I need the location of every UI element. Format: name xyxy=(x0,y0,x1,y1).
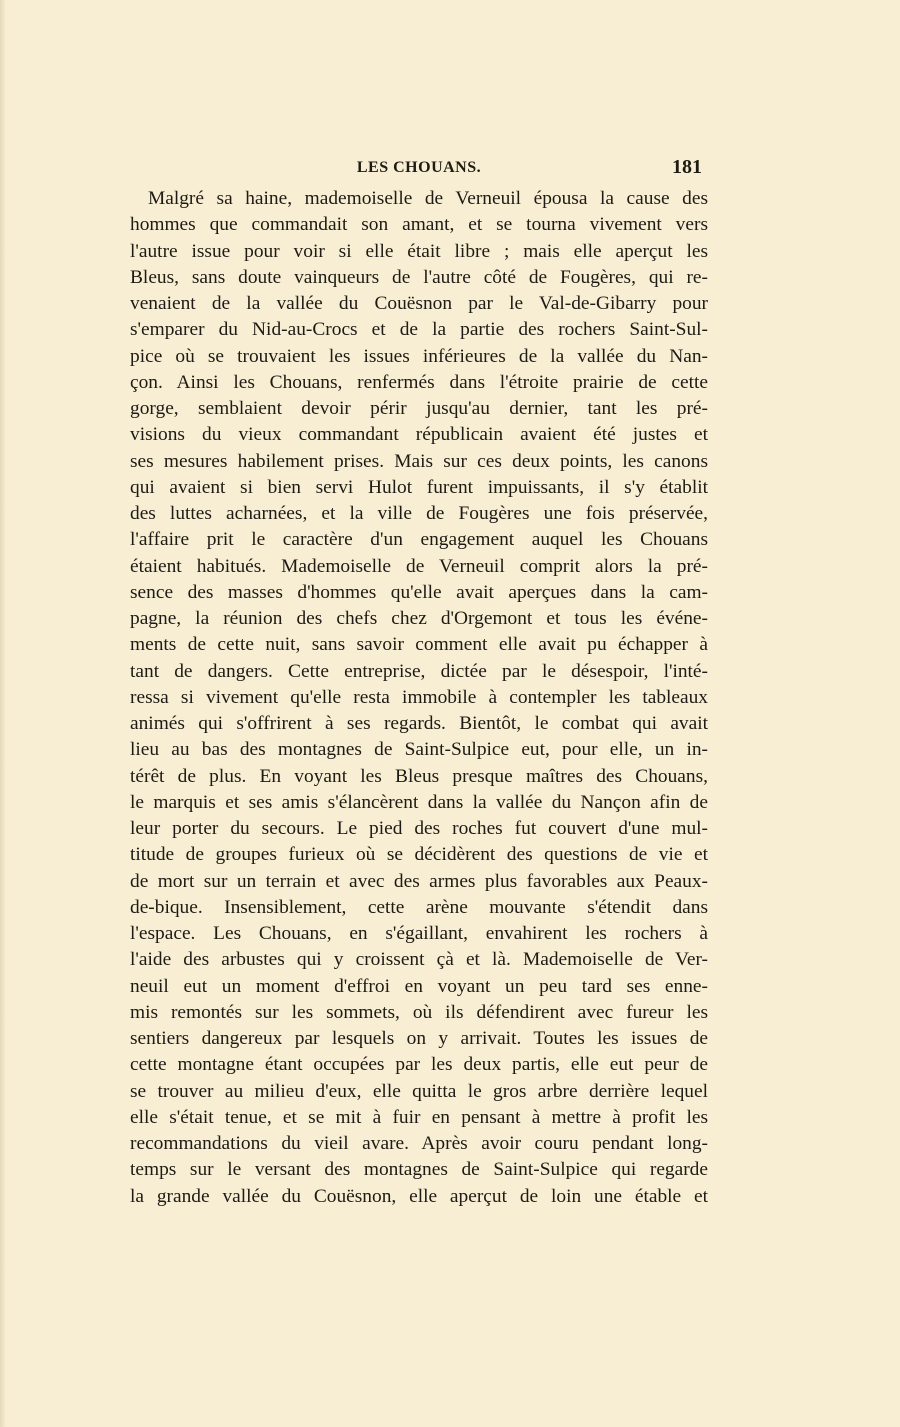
text-line: l'aide des arbustes qui y croissent çà et là. Mademoiselle de Ver- xyxy=(130,949,708,971)
text-line: tant de dangers. Cette entreprise, dictée par le désespoir, l'inté- xyxy=(130,660,708,682)
text-line: ressa si vivement qu'elle resta immobile à contempler les tableaux xyxy=(130,686,708,708)
text-line: Bleus, sans doute vainqueurs de l'autre côté de Fougères, qui re- xyxy=(130,266,708,288)
text-line: visions du vieux commandant républicain avaient été justes et xyxy=(130,424,708,446)
text-line: recommandations du vieil avare. Après avoir couru pendant long- xyxy=(130,1133,708,1154)
text-line: çon. Ainsi les Chouans, renfermés dans l'étroite prairie de cette xyxy=(130,371,708,393)
text-line: l'espace. Les Chouans, en s'égaillant, envahirent les rochers à xyxy=(130,923,708,944)
text-line: l'autre issue pour voir si elle était libre ; mais elle aperçut les xyxy=(130,240,708,262)
text-line: des luttes acharnées, et la ville de Fougères une fois préservée, xyxy=(130,503,708,524)
text-line: hommes que commandait son amant, et se tourna vivement vers xyxy=(130,214,708,236)
text-line: neuil eut un moment d'effroi en voyant un peu tard ses enne- xyxy=(130,975,708,997)
text-line: pagne, la réunion des chefs chez d'Orgemont et tous les événe- xyxy=(130,608,708,629)
text-line: ses mesures habilement prises. Mais sur ces deux points, les canons xyxy=(130,450,708,472)
page-number: 181 xyxy=(672,156,702,178)
text-line: qui avaient si bien servi Hulot furent impuissants, il s'y établit xyxy=(130,476,708,498)
text-line: térêt de plus. En voyant les Bleus presque maîtres des Chouans, xyxy=(130,765,708,787)
text-line: la grande vallée du Couësnon, elle aperçut de loin une étable et xyxy=(130,1185,708,1207)
text-line: ments de cette nuit, sans savoir comment elle avait pu échapper à xyxy=(130,634,708,656)
text-line: s'emparer du Nid-au-Crocs et de la partie des rochers Saint-Sul- xyxy=(130,319,708,341)
text-line: gorge, semblaient devoir périr jusqu'au dernier, tant les pré- xyxy=(130,398,708,419)
text-line: cette montagne étant occupées par les deux partis, elle eut peur de xyxy=(130,1054,708,1076)
text-line: Malgré sa haine, mademoiselle de Verneuil épousa la cause des xyxy=(148,188,708,209)
text-line: de mort sur un terrain et avec des armes plus favorables aux Peaux- xyxy=(130,870,708,892)
text-line: mis remontés sur les sommets, où ils défendirent avec fureur les xyxy=(130,1001,708,1023)
page-header xyxy=(130,155,708,181)
text-line: de-bique. Insensiblement, cette arène mouvante s'étendit dans xyxy=(130,896,708,918)
text-line: lieu au bas des montagnes de Saint-Sulpice eut, pour elle, un in- xyxy=(130,739,708,761)
page-edge-shadow xyxy=(0,0,6,1427)
text-line: l'affaire prit le caractère d'un engagement auquel les Chouans xyxy=(130,529,708,551)
text-line: étaient habitués. Mademoiselle de Verneuil comprit alors la pré- xyxy=(130,555,708,577)
text-line: animés qui s'offrirent à ses regards. Bientôt, le combat qui avait xyxy=(130,713,708,734)
text-line: elle s'était tenue, et se mit à fuir en pensant à mettre à profit les xyxy=(130,1106,708,1128)
text-line: pice où se trouvaient les issues inférieures de la vallée du Nan- xyxy=(130,345,708,367)
running-title: LES CHOUANS. xyxy=(356,159,482,176)
text-line: sentiers dangereux par lesquels on y arrivait. Toutes les issues de xyxy=(130,1028,708,1049)
text-line: le marquis et ses amis s'élancèrent dans la vallée du Nançon afin de xyxy=(130,791,708,813)
body-text xyxy=(130,186,708,1210)
text-line: titude de groupes furieux où se décidèrent des questions de vie et xyxy=(130,844,708,866)
text-line: venaient de la vallée du Couësnon par le Val-de-Gibarry pour xyxy=(130,293,708,314)
text-line: leur porter du secours. Le pied des roches fut couvert d'une mul- xyxy=(130,818,708,839)
text-line: sence des masses d'hommes qu'elle avait aperçues dans la cam- xyxy=(130,581,708,603)
text-line: temps sur le versant des montagnes de Saint-Sulpice qui regarde xyxy=(130,1159,708,1181)
text-line: se trouver au milieu d'eux, elle quitta le gros arbre derrière lequel xyxy=(130,1080,708,1102)
